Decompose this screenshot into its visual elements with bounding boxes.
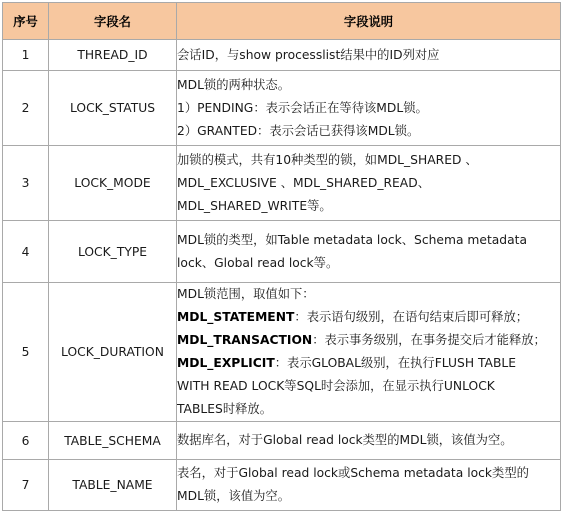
description-text: ：表示语句级别，在语句结束后即可释放； [294, 310, 529, 324]
field-description-table [2, 2, 561, 511]
description-line [177, 74, 560, 97]
description-text: 会话ID，与show processlist结果中的ID列对应 [177, 47, 440, 62]
row-number: 1 [3, 40, 49, 71]
description-text: 表名，对于Global read lock或Schema metadata lock类型的 [177, 466, 529, 480]
field-description [177, 422, 561, 460]
table-row [3, 71, 561, 146]
description-line [177, 352, 560, 375]
field-name: THREAD_ID [49, 40, 177, 71]
field-name: LOCK_STATUS [49, 71, 177, 146]
description-text: 1）PENDING：表示会话正在等待该MDL锁。 [177, 100, 428, 115]
description-line [177, 375, 560, 398]
description-text: ：表示事务级别，在事务提交后才能释放； [312, 333, 546, 347]
description-line [177, 172, 560, 195]
table-row [3, 40, 561, 71]
description-text: 加锁的模式，共有10种类型的锁，如MDL_SHARED 、 [177, 152, 478, 167]
description-text: 数据库名，对于Global read lock类型的MDL锁，该值为空。 [177, 433, 513, 447]
header-row [3, 3, 561, 40]
row-number: 6 [3, 422, 49, 460]
field-description [177, 71, 561, 146]
field-description [177, 460, 561, 511]
field-name: TABLE_NAME [49, 460, 177, 511]
field-name: LOCK_MODE [49, 146, 177, 221]
description-line [177, 398, 560, 421]
field-name: TABLE_SCHEMA [49, 422, 177, 460]
table-row [3, 460, 561, 511]
row-number: 4 [3, 221, 49, 283]
description-text: MDL锁的类型，如Table metadata lock、Schema metadata [177, 232, 527, 247]
row-number: 3 [3, 146, 49, 221]
description-line [177, 462, 560, 485]
description-text: MDL锁，该值为空。 [177, 489, 291, 503]
header-field-desc: 字段说明 [177, 3, 561, 40]
field-description [177, 283, 561, 422]
description-line [177, 485, 560, 508]
field-name: LOCK_TYPE [49, 221, 177, 283]
description-text: TABLES时释放。 [177, 402, 273, 416]
description-line [177, 252, 560, 275]
description-text: MDL_EXCLUSIVE 、MDL_SHARED_READ、 [177, 175, 430, 190]
description-line [177, 306, 560, 329]
field-description [177, 221, 561, 283]
description-line [177, 97, 560, 120]
description-term: MDL_TRANSACTION [177, 333, 313, 347]
description-term: MDL_STATEMENT [177, 310, 295, 324]
row-number: 2 [3, 71, 49, 146]
row-number: 7 [3, 460, 49, 511]
description-text: WITH READ LOCK等SQL时会添加，在显示执行UNLOCK [177, 379, 495, 393]
table-row [3, 146, 561, 221]
row-number: 5 [3, 283, 49, 422]
description-line [177, 283, 560, 306]
description-line [177, 120, 560, 143]
description-line [177, 329, 560, 352]
description-text: 2）GRANTED：表示会话已获得该MDL锁。 [177, 123, 420, 138]
field-description [177, 146, 561, 221]
description-line [177, 44, 560, 67]
description-text: MDL锁的两种状态。 [177, 77, 291, 92]
description-text: MDL锁范围，取值如下： [177, 287, 315, 301]
field-description [177, 40, 561, 71]
header-field-name: 字段名 [49, 3, 177, 40]
description-line [177, 149, 560, 172]
description-text: MDL_SHARED_WRITE等。 [177, 198, 332, 213]
description-term: MDL_EXPLICIT [177, 356, 275, 370]
header-no: 序号 [3, 3, 49, 40]
table-row [3, 283, 561, 422]
field-name: LOCK_DURATION [49, 283, 177, 422]
description-text: lock、Global read lock等。 [177, 255, 339, 270]
description-line [177, 195, 560, 218]
table-row [3, 422, 561, 460]
description-line [177, 229, 560, 252]
table-row [3, 221, 561, 283]
description-line [177, 429, 560, 452]
description-text: ：表示GLOBAL级别，在执行FLUSH TABLE [274, 356, 517, 370]
